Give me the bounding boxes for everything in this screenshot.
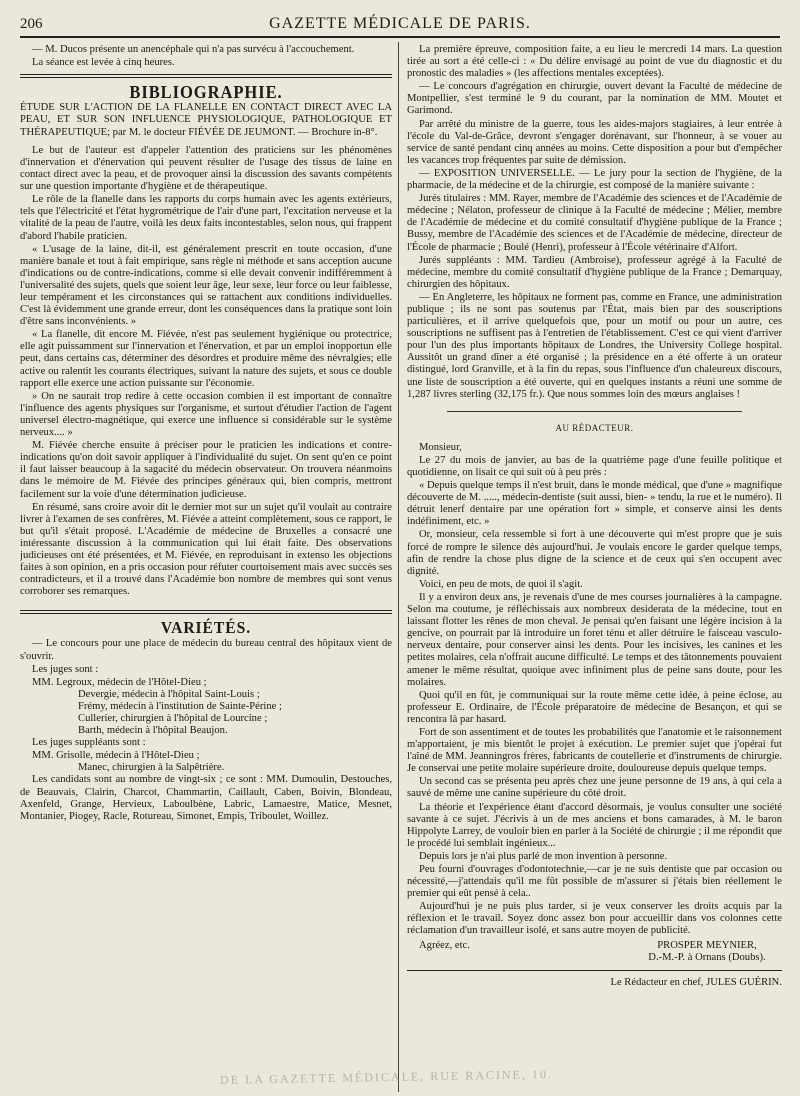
candidates-paragraph: Les candidats sont au nombre de vingt-six ; ce sont : MM. Dumoulin, Destouches, de Beauvais, Clairin, Charcot, Chammartin, Caillault, Caben, Boivin, Blondeau, Axenfeld, Grange, Hervieux, Laboulbène, Labric, Lamaestre, Matice, Mesnet, Montanier, Piogey, Racle, Rotureau, Simonet, Empis, Triboulet, Woillez. <box>20 774 392 822</box>
letter-paragraph: Peu fourni d'ouvrages d'odontotechnie,—car je ne suis dentiste que par occasion ou nécessité,—j'attendais qu'il me fût possible de m'assurer si j'étais bien réellement le premier qui eût pensé à cela.. <box>407 864 782 900</box>
deputies-list <box>20 750 392 774</box>
letter-paragraph: Voici, en peu de mots, de quoi il s'agit. <box>419 578 583 590</box>
signature-name: PROSPER MEYNIER, <box>657 939 757 951</box>
letter-paragraph: Un second cas se présenta peu après chez une jeune personne de 19 ans, à qui cela a sauvé de même une canine supérieure du côté droit. <box>407 776 782 800</box>
letter-paragraph: Quoi qu'il en fût, je communiquai sur la route même cette idée, à peine éclose, au professeur E. Ordinaire, de l'École préparatoire de médecine de Besançon, et qui se rencontra là par hasard. <box>407 689 782 725</box>
news-paragraph: Jurés titulaires : MM. Rayer, membre de l'Académie des sciences et de l'Académie de médecine ; Nélaton, professeur de clinique à la Faculté de médecine ; Mélier, membre de l'Académie de médecine et du comité consultatif d'hygiène publique de la France ; Bussy, membre de l'Académie des sciences et de l'Académie de médecine, directeur de l'École de pharmacie ; Boulé (Henri), professeur à l'École vétérinaire d'Alfort. <box>407 193 782 253</box>
deputy-item: Manec, chirurgien à la Salpêtrière. <box>78 762 225 774</box>
review-paragraph: Le rôle de la flanelle dans les rapports du corps humain avec les agents extérieurs, tels que l'électricité et l'état hygrométrique de l'air d'une part, l'excitation nerveuse et la vitalité de la peau de l'autre, voilà les deux faits incontestables, selon nous, qui frappent d'abord l'habile praticien. <box>20 194 392 242</box>
journal-title: GAZETTE MÉDICALE DE PARIS. <box>269 15 531 32</box>
judge-item: Barth, médecin à l'hôpital Beaujon. <box>78 725 228 737</box>
bibliographie-heading: BIBLIOGRAPHIE. <box>129 82 283 103</box>
letter-heading: AU RÉDACTEUR. <box>555 422 634 433</box>
left-column <box>20 44 392 1090</box>
section-rule <box>20 610 392 614</box>
signature-place: D.-M.-P. à Ornans (Doubs). <box>648 951 766 963</box>
column-divider <box>398 42 399 1092</box>
judge-item: MM. Legroux, médecin de l'Hôtel-Dieu ; <box>32 676 207 688</box>
judge-item: Cullerier, chirurgien à l'hôpital de Lourcine ; <box>78 713 268 725</box>
news-paragraph: — Le concours d'agrégation en chirurgie, ouvert devant la Faculté de médecine de Montpellier, s'est terminé le 9 du courant, par la nomination de MM. Moutet et Garimond. <box>407 81 782 117</box>
letter-paragraph: Depuis lors je n'ai plus parlé de mon invention à personne. <box>419 850 668 862</box>
page-header <box>20 14 780 38</box>
signature <box>632 940 782 964</box>
book-title: ÉTUDE SUR L'ACTION DE LA FLANELLE EN CONTACT DIRECT AVEC LA PEAU, ET SUR SON INFLUENCE PHYSIOLOGIQUE, PATHOLOGIQUE ET THÉRAPEUTIQUE; par M. le docteur FIÉVÉE DE JEUMONT. — Brochure in-8°. <box>20 102 392 138</box>
editor-line: Le Rédacteur en chef, JULES GUÉRIN. <box>407 970 782 989</box>
review-paragraph: « L'usage de la laine, dit-il, est généralement prescrit en toute occasion, d'une manière banale et tout à fait empirique, sans règle ni méthode et sans acception aucune d'indications ou de contre-indications, comme si elle devait convenir indifféremment à l'universalité des sujets, quels que soient leur âge, leur sexe, leur force ou leur faiblesse, leur tempérament et les circonstances qui se rattachent aux conditions individuelles. C'est là évidemment une grande erreur, dont les conséquences dans la pratique sont loin d'être sans inconvénients. » <box>20 243 392 328</box>
deputies-label: Les juges suppléants sont : <box>32 737 146 749</box>
page-number: 206 <box>20 16 43 32</box>
section-rule <box>447 411 742 412</box>
letter-paragraph: Aujourd'hui je ne puis plus tarder, si je veux conserver les droits acquis par la réflexion et le travail. Soyez donc assez bon pour accueillir dans vos colonnes cette réclamation d'un travailleur isolé, et sans autre moyen de publicité. <box>407 901 782 937</box>
right-column <box>407 44 782 1090</box>
news-paragraph: Jurés suppléants : MM. Tardieu (Ambroise), professeur agrégé à la Faculté de médecine, membre du comité consultatif d'hygiène publique de la France ; Demarquay, chirurgien des hôpitaux. <box>407 254 782 290</box>
news-paragraph: — EXPOSITION UNIVERSELLE. — Le jury pour la section de l'hygiène, de la pharmacie, de la médecine et de la chirurgie, est composé de la manière suivante : <box>407 167 782 192</box>
review-paragraph: Le but de l'auteur est d'appeler l'attention des praticiens sur les phénomènes d'innervation et d'énervation qui peuvent résulter de l'usage des tissus de laine en contact direct avec la peau, et de provoquer ainsi la discussion des savants compétents sur une question importante d'hygiène et de thérapeutique. <box>20 144 392 193</box>
signature-block <box>407 940 782 964</box>
intro-paragraph: La séance est levée à cinq heures. <box>32 57 175 69</box>
judges-label: Les juges sont : <box>32 663 99 675</box>
letter-paragraph: Or, monsieur, cela ressemble si fort à une découverte qui m'est propre que je suis forcé de rompre le silence dès aujourd'hui. Je voulais encore le garder quelque temps, afin de rendre la chose plus digne de la science et de ceux qui s'en occupent avec dignité. <box>407 529 782 577</box>
review-paragraph: « La flanelle, dit encore M. Fiévée, n'est pas seulement hygiénique ou protectrice, elle agit puissamment sur l'innervation et l'énervation, et par un emploi inopportun elle peut, dans certains cas, déterminer des désordres et produire même des névralgies; elle active ou ralentit les courants électriques, suivant la nature des sujets, et sous ce double rapport elle exerce une action puissante sur l'économie. <box>20 329 392 389</box>
letter-paragraph: Fort de son assentiment et de toutes les probabilités que l'anatomie et le raisonnement m'apportaient, je mis bientôt le projet à exécution. Le premier sujet que j'opérai fut l'aîné de MM. Jeanningros frères, fabricants de coutellerie et d'instruments de chirurgie. Je conservai une petite molaire supérieure droite, douloureuse depuis quelque temps. <box>407 726 782 775</box>
news-paragraph: La première épreuve, composition faite, a eu lieu le mercredi 14 mars. La question tirée au sort a été celle-ci : « Du délire envisagé au point de vue du diagnostic et du pronostic des maladies » (les affections mentales exceptées). <box>407 44 782 80</box>
review-paragraph: En résumé, sans croire avoir dit le dernier mot sur un sujet qu'il voulait au contraire livrer à l'examen de ses confrères, M. Fiévée a atteint complètement, sous ce rapport, le but qu'il s'était proposé. L'Académie de médecine de Bruxelles a consacré une intéressante discussion à la communication qui lui était faite. Des observations judicieuses ont été présentées, et M. Fiévée, en reproduisant in extenso les objections faites à son opinion, en a pris occasion pour réfuter courtoisement mais avec succès ses contradicteurs, et il a trouvé dans l'Académie bon nombre de membres qui sont venus corroborer ses remarques. <box>20 501 392 598</box>
varietes-intro: — Le concours pour une place de médecin du bureau central des hôpitaux vient de s'ouvrir. <box>20 638 392 662</box>
judge-item: Frémy, médecin à l'institution de Sainte-Périne ; <box>78 700 282 712</box>
intro-paragraph: — M. Ducos présente un anencéphale qui n'a pas survécu à l'accouchement. <box>32 44 355 55</box>
review-paragraph: M. Fiévée cherche ensuite à préciser pour le praticien les indications et contre-indications qu'on doit savoir appliquer à l'individualité du sujet. On sent qu'en ce point il faut laisser beaucoup à la sagacité du médecin observateur. On trouvera néanmoins dans le mémoire de M. Fiévée des principes généraux qui, bien compris, mettront facilement sur la voie d'une détermination judicieuse. <box>20 440 392 500</box>
judges-list <box>20 677 392 737</box>
news-paragraph: — En Angleterre, les hôpitaux ne forment pas, comme en France, une administration publique ; ils ne sont pas soutenus par l'État, mais bien par des souscriptions particulières, et il arrive quelquefois que, pour un motif ou pour un autre, ces souscriptions ne suffisent pas à l'entretien de l'établissement. C'est ce qui vient d'arriver pour l'un des plus importants hôpitaux de Londres, the University College hospital. Aussitôt un grand dîner a été organisé ; la présidence en a été offerte à un orateur distingué, lord Granville, et à la fin du repas, sous l'influence d'un chaleureux discours, une liste de souscription a été ouverte, qui en quelques instants a réuni une somme de 1,287 livres sterling (32,175 fr.). Que nous sommes loin des mœurs anglaises ! <box>407 291 782 400</box>
section-rule <box>20 74 392 78</box>
letter-paragraph: La théorie et l'expérience étant d'accord désormais, je voulus consulter une société savante à ce sujet. J'écrivis à un de mes anciens et bons camarades, à M. le baron Hippolyte Larrey, de vouloir bien en parler à la Société de chirurgie ; il me répondit que le procédé lui semblait ingénieux... <box>407 801 782 849</box>
letter-paragraph: « Depuis quelque temps il n'est bruit, dans le monde médical, que d'une » magnifique découverte de M. ....., médecin-dentiste (suit aussi, bien- » tendu, la rue et le numéro). Il détruit lenerf dentaire par une opération fort » simple, et conserve ainsi les dents indéfiniment, etc. » <box>407 480 782 528</box>
closing: Agréez, etc. <box>419 939 470 951</box>
deputy-item: MM. Grisolle, médecin à l'Hôtel-Dieu ; <box>32 750 200 762</box>
bleed-through-footer: DE LA GAZETTE MÉDICALE, RUE RACINE, 10. <box>219 1067 554 1087</box>
letter-paragraph: Il y a environ deux ans, je revenais d'une de mes courses journalières à la campagne. Selon ma coutume, je réfléchissais aux nombreux desiderata de la médecine, tout en laissant flotter les rênes de mon cheval. Je pensai qu'en faisant une légère incision à la gencive, on pourrait par là introduire un foret ténu et aller détruire le faisceau vasculo-nerveux dentaire, pour conserver ainsi les dents. Pour les incisives, les canines et les petites molaires, cela n'offrait aucune difficulté. Le temps et des tâtonnements pouvaient amener le même résultat, quoique avec infiniment plus de peine sans doute, pour les molaires. <box>407 591 782 688</box>
letter-paragraph: Le 27 du mois de janvier, au bas de la quatrième page d'une feuille politique et quotidienne, on lisait ce qui suit où à peu près : <box>407 454 782 478</box>
news-paragraph: Par arrêté du ministre de la guerre, tous les aides-majors stagiaires, à leur entrée à l'école du Val-de-Grâce, devront s'engager dorénavant, sur l'honneur, à se vouer au service de santé pendant cinq années au moins. Cette disposition a pour but d'empêcher les vacances trop fréquentes par suite de démission. <box>407 118 782 166</box>
review-paragraph: » On ne saurait trop redire à cette occasion combien il est important de connaître l'influence des agents physiques sur l'organisme, et surtout d'étudier l'action de l'agent universel électro-magnétique, qui exerce une influence si considérable sur le système nerveux.... » <box>20 390 392 439</box>
judge-item: Devergie, médecin à l'hôpital Saint-Louis ; <box>78 688 260 700</box>
salutation: Monsieur, <box>419 441 462 453</box>
varietes-heading: VARIÉTÉS. <box>160 618 252 638</box>
